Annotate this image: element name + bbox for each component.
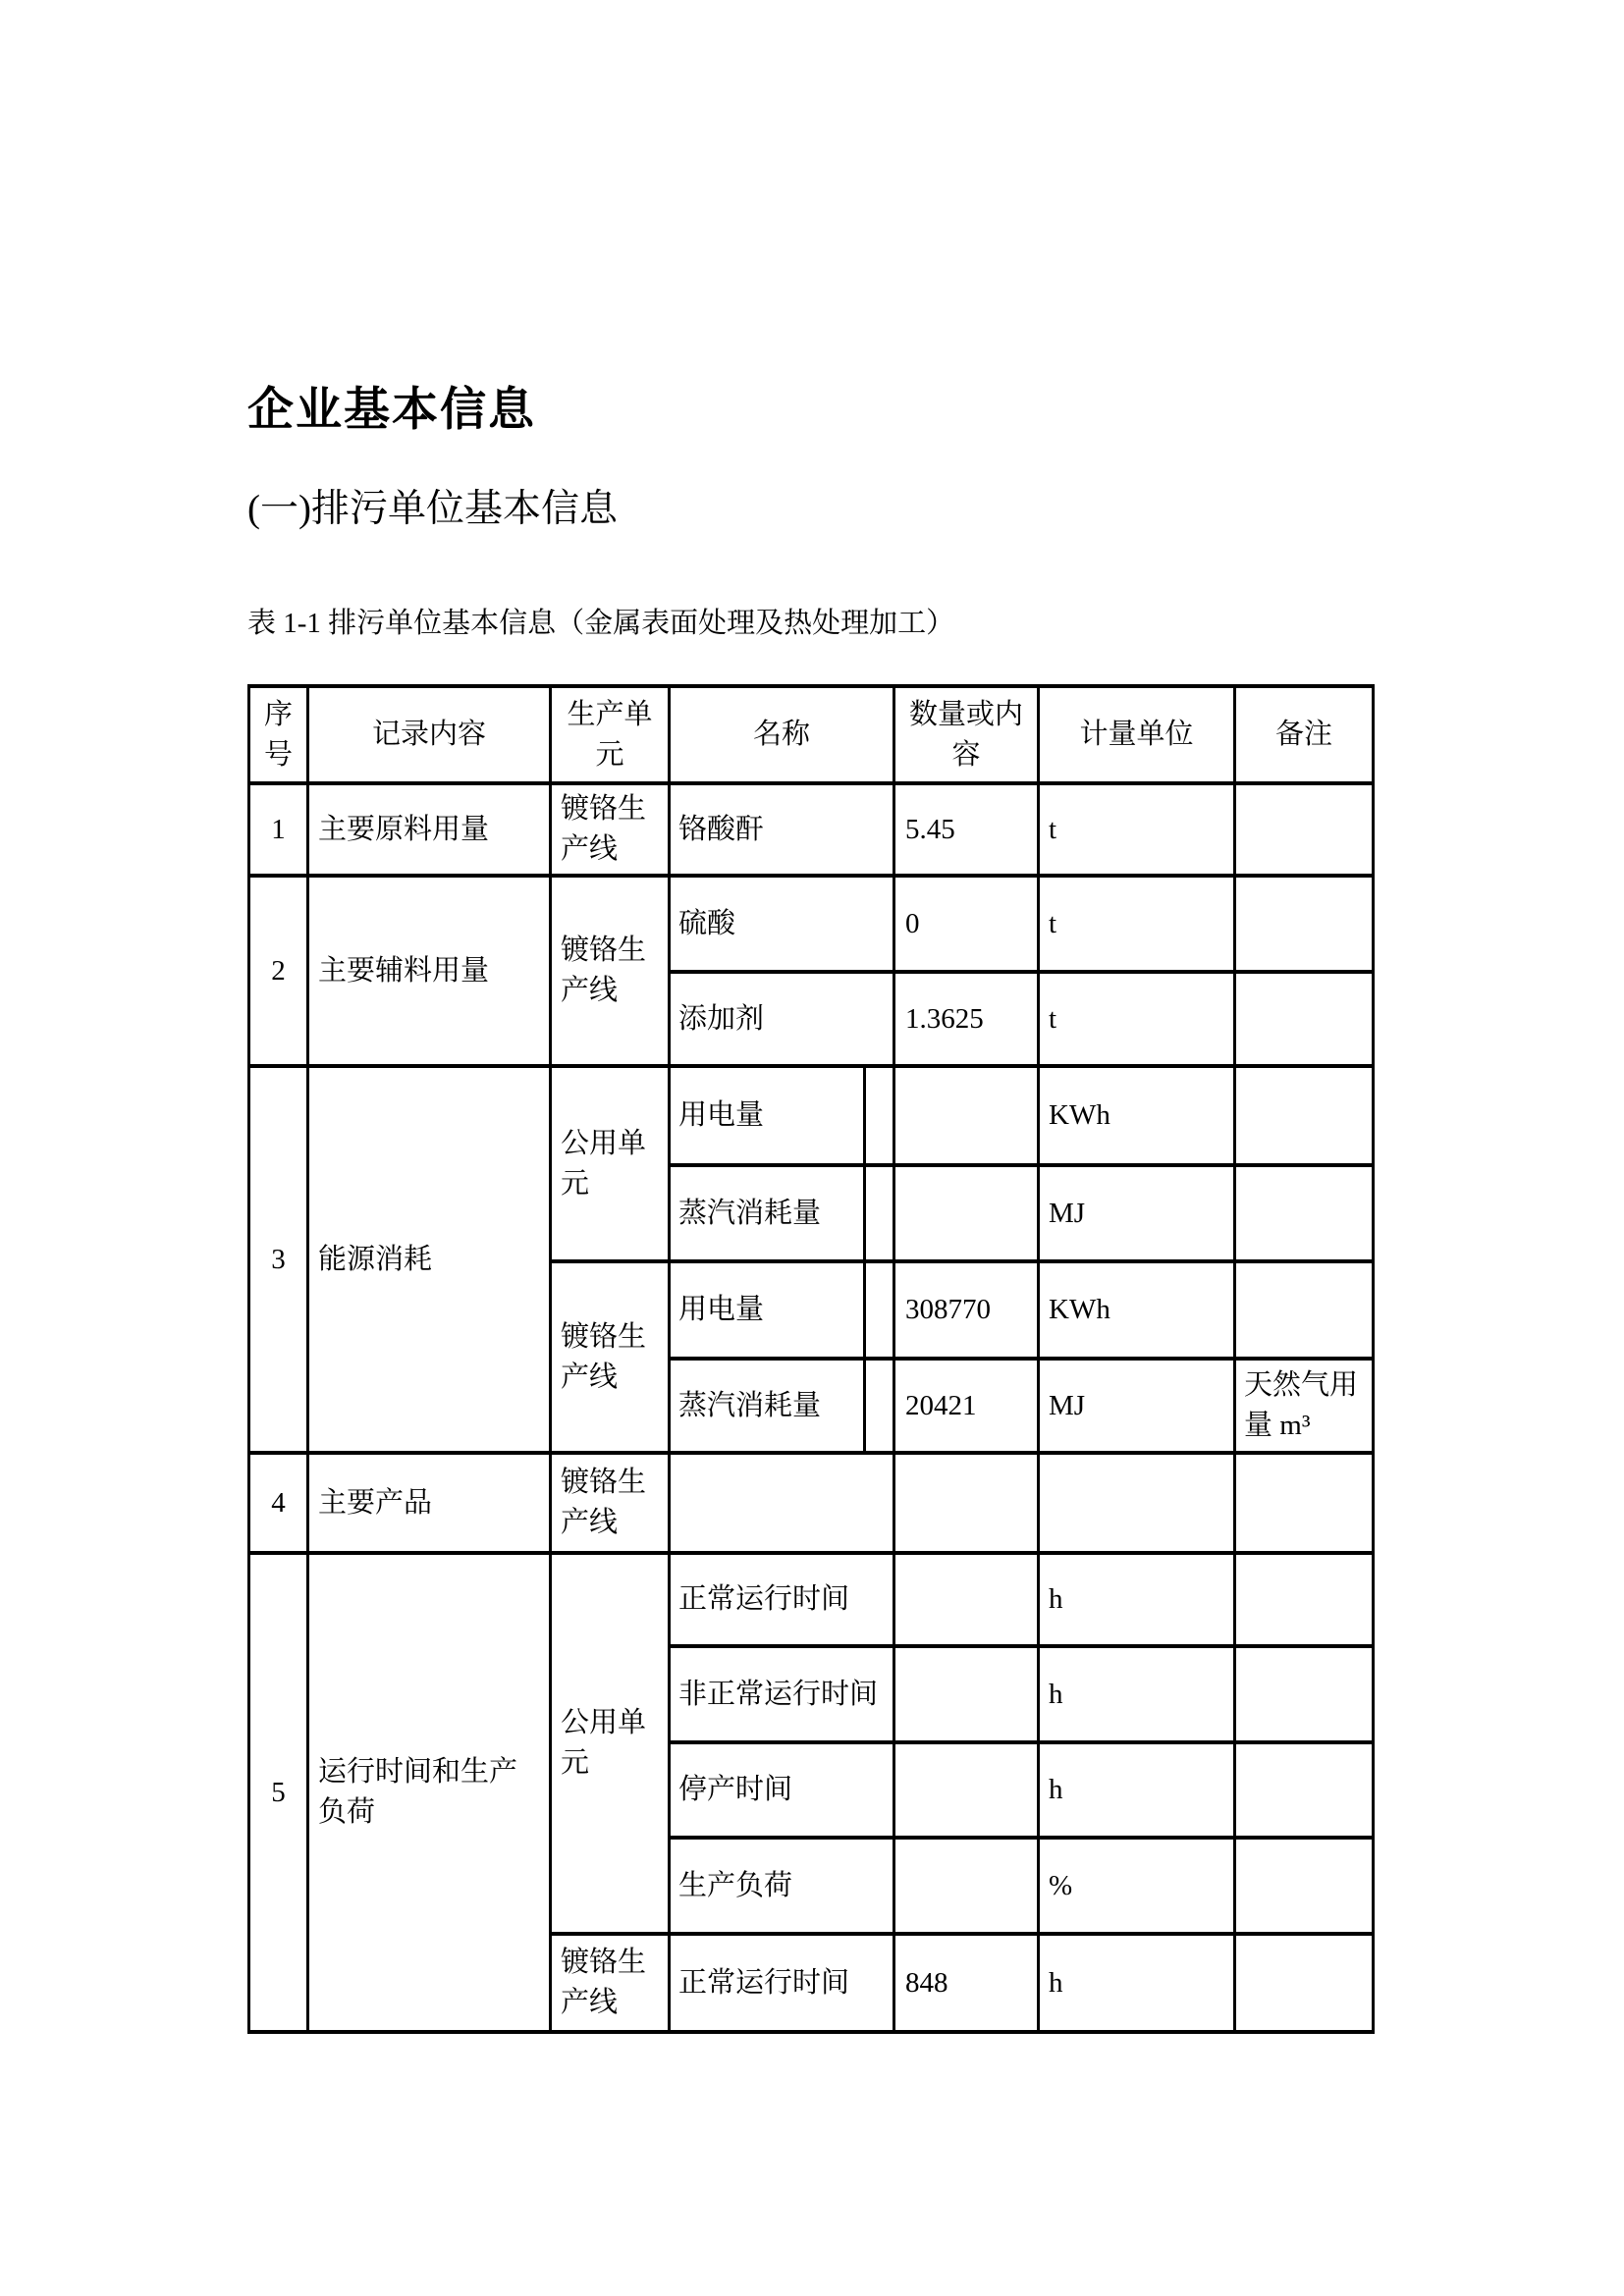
cell-remark xyxy=(1235,1261,1374,1359)
cell-remark xyxy=(1235,1453,1374,1553)
cell-name: 用电量 xyxy=(670,1066,865,1165)
cell-name: 硫酸 xyxy=(670,876,894,972)
cell-unit: 镀铬生产线 xyxy=(551,876,670,1066)
cell-quantity: 308770 xyxy=(894,1261,1039,1359)
table-row xyxy=(249,1066,1374,1165)
cell-quantity xyxy=(894,1646,1039,1742)
cell-no: 5 xyxy=(249,1553,308,2032)
cell-quantity: 848 xyxy=(894,1934,1039,2032)
cell-measure-unit: KWh xyxy=(1039,1261,1235,1359)
basic-info-table xyxy=(247,684,1375,2034)
table-row xyxy=(249,783,1374,876)
cell-measure-unit: h xyxy=(1039,1934,1235,2032)
cell-measure-unit: h xyxy=(1039,1646,1235,1742)
cell-measure-unit: MJ xyxy=(1039,1359,1235,1453)
cell-name: 添加剂 xyxy=(670,972,894,1066)
cell-spacer xyxy=(865,1359,894,1453)
table-row xyxy=(249,1553,1374,1646)
cell-remark xyxy=(1235,1646,1374,1742)
cell-no: 4 xyxy=(249,1453,308,1553)
cell-quantity xyxy=(894,1066,1039,1165)
cell-unit: 镀铬生产线 xyxy=(551,1453,670,1553)
cell-remark xyxy=(1235,1165,1374,1261)
cell-spacer xyxy=(865,1066,894,1165)
cell-unit: 镀铬生产线 xyxy=(551,1261,670,1453)
cell-quantity: 5.45 xyxy=(894,783,1039,876)
cell-unit: 公用单元 xyxy=(551,1066,670,1261)
cell-name: 蒸汽消耗量 xyxy=(670,1165,865,1261)
cell-remark xyxy=(1235,1934,1374,2032)
cell-no: 3 xyxy=(249,1066,308,1453)
cell-quantity: 0 xyxy=(894,876,1039,972)
cell-name: 蒸汽消耗量 xyxy=(670,1359,865,1453)
cell-unit: 镀铬生产线 xyxy=(551,1934,670,2032)
cell-name: 生产负荷 xyxy=(670,1838,894,1934)
cell-measure-unit: h xyxy=(1039,1553,1235,1646)
cell-record: 运行时间和生产负荷 xyxy=(308,1553,551,2032)
header-cell-remark: 备注 xyxy=(1235,686,1374,783)
cell-record: 主要辅料用量 xyxy=(308,876,551,1066)
section-subtitle: (一)排污单位基本信息 xyxy=(247,488,618,530)
cell-quantity xyxy=(894,1838,1039,1934)
table-row xyxy=(249,1453,1374,1553)
header-cell-name: 名称 xyxy=(670,686,894,783)
cell-quantity xyxy=(894,1742,1039,1838)
cell-spacer xyxy=(865,1165,894,1261)
cell-measure-unit: % xyxy=(1039,1838,1235,1934)
cell-name: 正常运行时间 xyxy=(670,1934,894,2032)
cell-remark xyxy=(1235,1066,1374,1165)
cell-no: 2 xyxy=(249,876,308,1066)
cell-no: 1 xyxy=(249,783,308,876)
cell-quantity xyxy=(894,1553,1039,1646)
cell-remark xyxy=(1235,1742,1374,1838)
table-header-row xyxy=(249,686,1374,783)
cell-measure-unit: h xyxy=(1039,1742,1235,1838)
cell-name: 正常运行时间 xyxy=(670,1553,894,1646)
cell-quantity: 20421 xyxy=(894,1359,1039,1453)
cell-unit: 公用单元 xyxy=(551,1553,670,1934)
cell-quantity: 1.3625 xyxy=(894,972,1039,1066)
cell-measure-unit xyxy=(1039,1453,1235,1553)
cell-measure-unit: t xyxy=(1039,876,1235,972)
cell-name: 铬酸酐 xyxy=(670,783,894,876)
cell-name xyxy=(670,1453,894,1553)
table-row xyxy=(249,876,1374,972)
cell-record: 主要原料用量 xyxy=(308,783,551,876)
cell-remark: 天然气用量 m³ xyxy=(1235,1359,1374,1453)
header-no-label: 序号 xyxy=(263,698,293,771)
cell-unit: 镀铬生产线 xyxy=(551,783,670,876)
header-cell-unit: 生产单元 xyxy=(551,686,670,783)
cell-remark xyxy=(1235,972,1374,1066)
header-cell-measure-unit: 计量单位 xyxy=(1039,686,1235,783)
cell-name: 停产时间 xyxy=(670,1742,894,1838)
cell-name: 非正常运行时间 xyxy=(670,1646,894,1742)
cell-measure-unit: KWh xyxy=(1039,1066,1235,1165)
cell-remark xyxy=(1235,1838,1374,1934)
header-cell-quantity: 数量或内容 xyxy=(894,686,1039,783)
table-caption: 表 1-1 排污单位基本信息（金属表面处理及热处理加工） xyxy=(247,608,955,639)
cell-record: 能源消耗 xyxy=(308,1066,551,1453)
header-cell-record: 记录内容 xyxy=(308,686,551,783)
header-cell-no xyxy=(249,686,308,783)
page-title: 企业基本信息 xyxy=(247,385,536,436)
cell-remark xyxy=(1235,1553,1374,1646)
cell-measure-unit: t xyxy=(1039,783,1235,876)
cell-spacer xyxy=(865,1261,894,1359)
cell-quantity xyxy=(894,1453,1039,1553)
cell-remark xyxy=(1235,876,1374,972)
cell-quantity xyxy=(894,1165,1039,1261)
cell-record: 主要产品 xyxy=(308,1453,551,1553)
cell-measure-unit: t xyxy=(1039,972,1235,1066)
cell-name: 用电量 xyxy=(670,1261,865,1359)
cell-remark xyxy=(1235,783,1374,876)
cell-measure-unit: MJ xyxy=(1039,1165,1235,1261)
